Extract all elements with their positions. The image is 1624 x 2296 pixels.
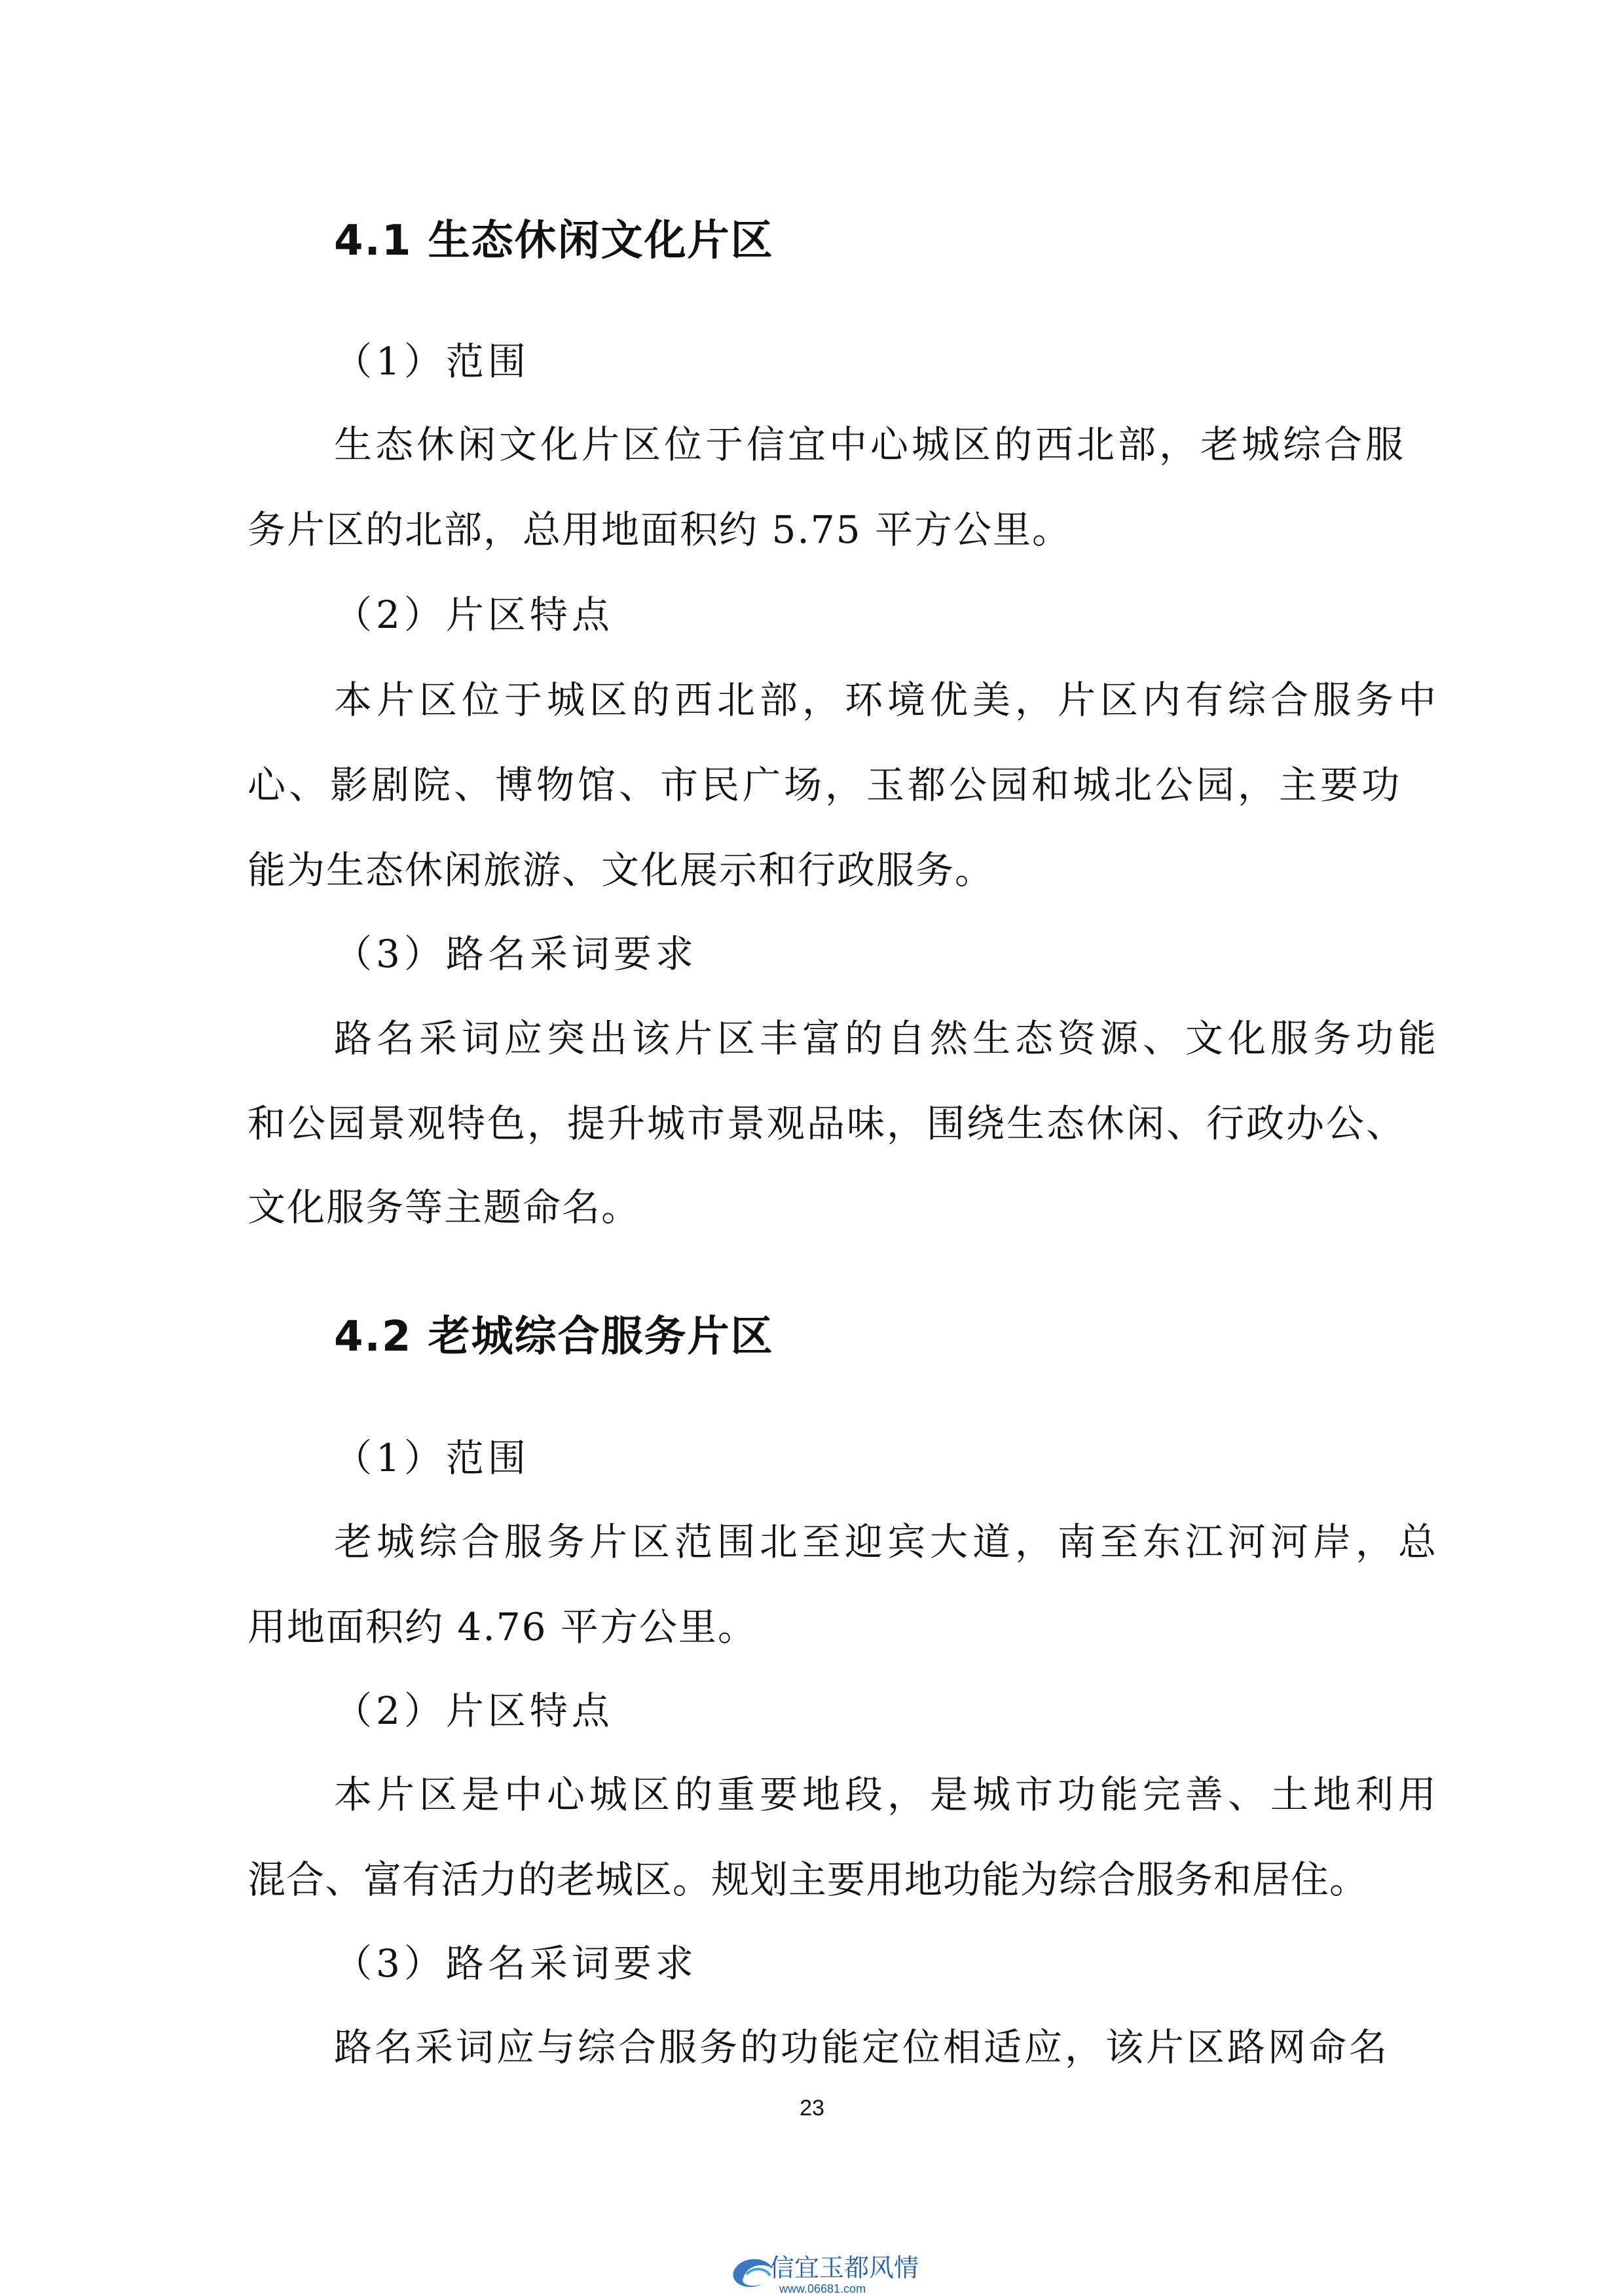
paragraph-line: 能为生态休闲旅游、文化展示和行政服务。 [248, 848, 995, 892]
watermark-url: www.06681.com [779, 2282, 866, 2295]
paragraph-line: 生态休闲文化片区位于信宜中心城区的西北部，老城综合服 [334, 422, 1407, 467]
paragraph-line: 本片区位于城区的西北部，环境优美，片区内有综合服务中 [334, 678, 1441, 722]
paragraph-line: 老城综合服务片区范围北至迎宾大道，南至东江河河岸，总 [334, 1520, 1441, 1564]
paragraph-line: 路名采词应突出该片区丰富的自然生态资源、文化服务功能 [334, 1016, 1441, 1061]
paragraph-line: 务片区的北部，总用地面积约 5.75 平方公里。 [248, 507, 1072, 552]
watermark-text: 信宜玉都风情 [769, 2253, 919, 2282]
subsection-label: （3）路名采词要求 [334, 1941, 697, 1986]
paragraph-line: 和公园景观特色，提升城市景观品味，围绕生态休闲、行政办公、 [248, 1101, 1407, 1146]
subsection-label: （2）片区特点 [334, 592, 614, 637]
paragraph-line: 本片区是中心城区的重要地段，是城市功能完善、土地利用 [334, 1772, 1441, 1817]
paragraph-line: 文化服务等主题命名。 [248, 1185, 641, 1230]
paragraph-line: 路名采词应与综合服务的功能定位相适应，该片区路网命名 [334, 2025, 1390, 2069]
subsection-label: （1）范围 [334, 339, 530, 384]
paragraph-line: 混合、富有活力的老城区。规划主要用地功能为综合服务和居住。 [248, 1857, 1369, 1902]
paragraph-line: 心、影剧院、博物馆、市民广场，玉都公园和城北公园，主要功 [248, 763, 1403, 807]
subsection-label: （1）范围 [334, 1436, 530, 1480]
section-heading: 4.2 老城综合服务片区 [334, 1313, 774, 1361]
subsection-label: （3）路名采词要求 [334, 932, 697, 976]
page-number: 23 [800, 2096, 824, 2121]
paragraph-line: 用地面积约 4.76 平方公里。 [248, 1605, 758, 1649]
section-heading: 4.1 生态休闲文化片区 [334, 217, 774, 265]
subsection-label: （2）片区特点 [334, 1688, 614, 1733]
